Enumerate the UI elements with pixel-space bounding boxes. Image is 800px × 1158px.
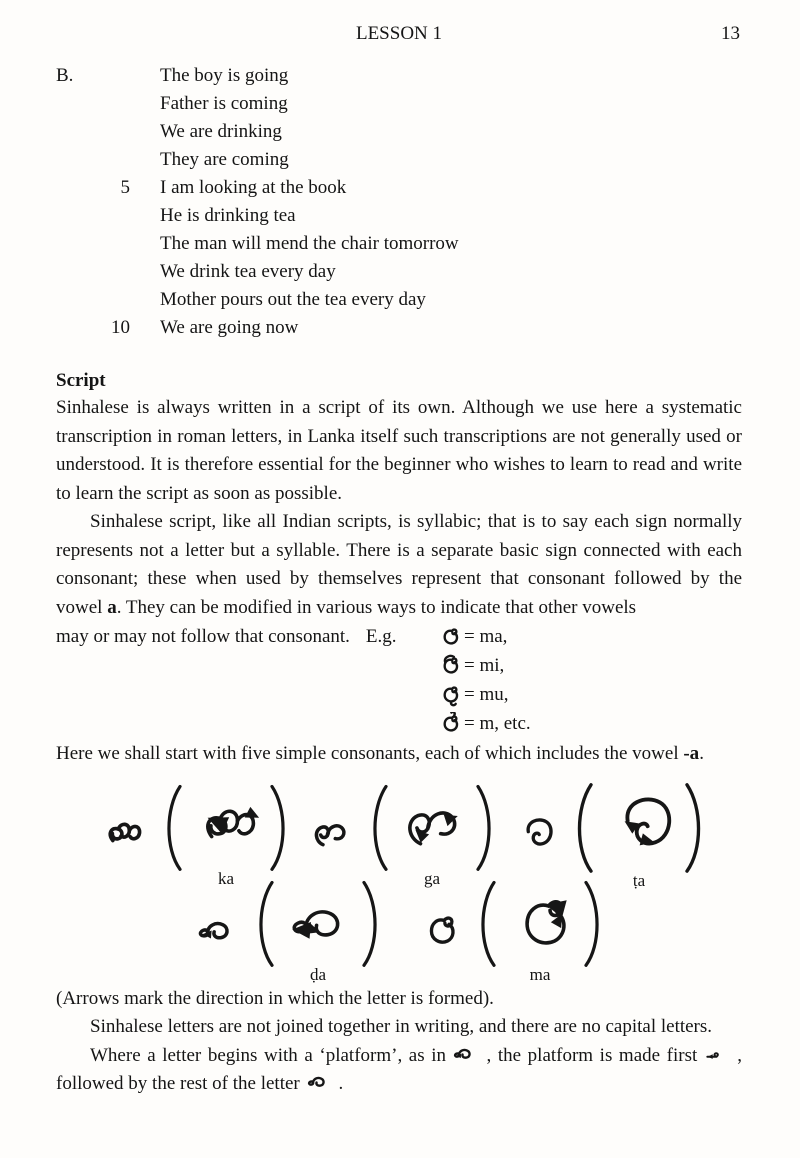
sinhala-ma-glyph: [437, 625, 461, 649]
page-number: 13: [721, 23, 740, 44]
item-number: [104, 286, 130, 314]
item-number: [104, 230, 130, 258]
arrows-note: (Arrows mark the direction in which the letter is formed).: [56, 987, 494, 1009]
sinhala-ga-handdrawn-figure: [366, 781, 498, 873]
sentence-text: They are coming: [160, 149, 289, 170]
list-item: [56, 146, 742, 174]
sinhala-da-handdrawn-figure: [252, 877, 384, 969]
platform-stroke-glyph: [702, 1044, 732, 1066]
examples-block: [56, 622, 742, 740]
letter-label-ta: ṭa: [632, 870, 646, 890]
open-paren: [261, 882, 272, 965]
figure-group-da: [192, 877, 384, 985]
list-item: [56, 258, 742, 286]
sinhala-da-inline-glyph: [305, 1070, 329, 1094]
paragraph-syllabic-text1: Sinhalese script, like all Indian scripts, is syllabic; that is to say each sign normally represents not a letter but a syllable. There is a separate basic sign connected with each consonant; these when used by themselves represent that consonant followed by the vowel: [56, 511, 742, 618]
sinhala-ta-handdrawn-figure: [570, 779, 708, 875]
bold-vowel-a: a: [107, 596, 117, 618]
example-mi: = mi,: [437, 651, 531, 680]
sentence-text: The man will mend the chair tomorrow: [160, 233, 459, 254]
figure-group-ma: [418, 877, 606, 985]
open-paren: [169, 786, 180, 869]
close-paren: [364, 882, 375, 965]
list-item: [56, 314, 742, 342]
sinhala-ga-printed-glyph: [308, 813, 352, 857]
sinhala-ka-handdrawn-figure: [160, 781, 292, 873]
example-mu: = mu,: [437, 680, 531, 709]
sinhala-da-inline-glyph: [451, 1042, 475, 1066]
item-number: [104, 62, 130, 90]
page-header: [56, 22, 742, 46]
list-item: [56, 286, 742, 314]
list-item: [56, 118, 742, 146]
figure-group-ka: [98, 779, 292, 891]
paragraph-five-consonants: Here we shall start with five simple consonants, each of which includes the vowel -a.: [56, 743, 704, 764]
paragraph-syllabic-lastline: may or may not follow that consonant. E.g.: [56, 626, 397, 647]
paragraph-no-joining: Sinhalese letters are not joined together in writing, and there are no capital letters.: [90, 1016, 713, 1037]
sinhala-ka-printed-glyph: [98, 812, 146, 858]
sinhala-ma-handdrawn-figure: [474, 877, 606, 969]
example-m: = m, etc.: [437, 709, 531, 738]
vowel-example-list: [437, 622, 531, 738]
bold-vowel-dash-a: -a: [683, 743, 700, 764]
sinhala-ta-printed-glyph: [514, 814, 556, 856]
eg-label: E.g.: [365, 626, 397, 647]
letter-label-ka: ka: [217, 868, 235, 888]
item-number: [104, 118, 130, 146]
close-paren: [687, 784, 699, 870]
open-paren: [579, 784, 591, 870]
sentence-text: We are drinking: [160, 121, 282, 142]
example-ma: = ma,: [437, 622, 531, 651]
sentence-text: We drink tea every day: [160, 261, 336, 282]
consonant-figure-row-1: [56, 779, 742, 891]
paragraph-script-intro: Sinhalese is always written in a script of its own. Although we use here a systematic transcription in roman letters, in Lanka itself such transcriptions are not generally used or understood. It is therefore essential for the beginner who wishes to learn to read and write to learn the script as soon as possible.: [56, 397, 742, 504]
list-item: [56, 62, 742, 90]
close-paren: [478, 786, 489, 869]
sentence-text: Father is coming: [160, 93, 288, 114]
item-number: 5: [120, 177, 130, 198]
list-item: [56, 174, 742, 202]
sinhala-m-glyph: [437, 712, 461, 736]
letter-label-da: ḍa: [309, 964, 327, 984]
exercise-b-list: [56, 62, 742, 342]
letter-label-ma: ma: [529, 964, 551, 984]
paragraph-syllabic: [56, 508, 742, 622]
item-number: 10: [111, 317, 130, 338]
list-item: [56, 90, 742, 118]
close-paren: [586, 882, 597, 965]
sentence-text: We are going now: [160, 317, 299, 338]
list-item: [56, 202, 742, 230]
paragraph-platform: Where a letter begins with a ‘platform’, as in , the platform is made first , followed by the rest of the letter .: [56, 1042, 742, 1099]
sentence-text: I am looking at the book: [160, 177, 347, 198]
sinhala-mi-glyph: [437, 654, 461, 678]
figure-group-ta: [514, 779, 708, 891]
open-paren: [483, 882, 494, 965]
sentence-text: He is drinking tea: [160, 205, 296, 226]
letter-label-ga: ga: [423, 868, 441, 888]
sentence-text: Mother pours out the tea every day: [160, 289, 426, 310]
close-paren: [272, 786, 283, 869]
sinhala-da-printed-glyph: [192, 909, 238, 953]
sentence-text: The boy is going: [160, 65, 289, 86]
figure-group-ga: [308, 779, 498, 891]
list-item: [56, 230, 742, 258]
item-number: [104, 202, 130, 230]
sinhala-mu-glyph: [437, 683, 461, 707]
lesson-title: LESSON 1: [355, 23, 443, 44]
item-number: [104, 90, 130, 118]
sinhala-ma-printed-glyph: [418, 910, 460, 952]
exercise-label: B.: [56, 65, 74, 86]
open-paren: [375, 786, 386, 869]
item-number: [104, 146, 130, 174]
script-section-heading: Script: [56, 370, 106, 391]
consonant-figure-row-2: [56, 877, 742, 985]
paragraph-syllabic-text2: . They can be modified in various ways to indicate that other vowels: [116, 596, 637, 618]
item-number: [104, 258, 130, 286]
